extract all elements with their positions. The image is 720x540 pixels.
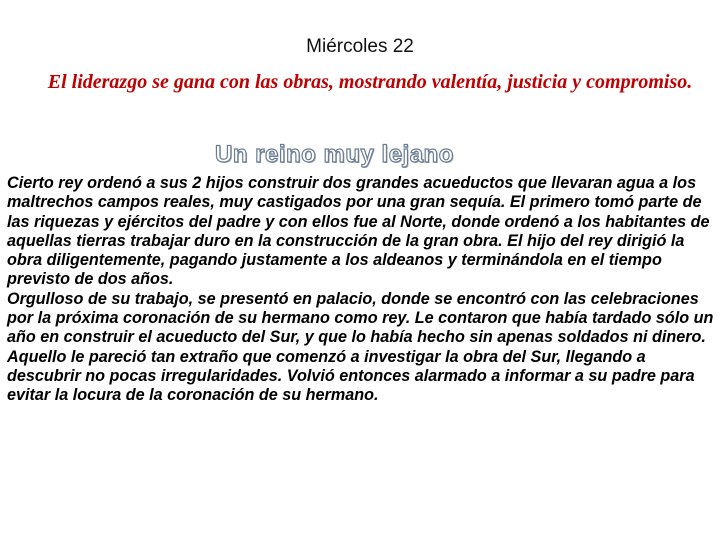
story-body bbox=[7, 174, 715, 406]
motto-quote: El liderazgo se gana con las obras, mostrando valentía, justicia y compromiso. bbox=[47, 71, 693, 93]
story-paragraph: Orgulloso de su trabajo, se presentó en palacio, donde se encontró con las celebraciones por la próxima coronación de su hermano como rey. Le contaron que había tardado sólo un año en construir el acueducto del Sur, y que lo había hecho sin apenas soldados ni dinero. bbox=[7, 289, 714, 347]
date-heading: Miércoles 22 bbox=[306, 36, 414, 57]
story-title: Un reino muy lejano bbox=[215, 141, 454, 168]
story-paragraph: Aquello le pareció tan extraño que comenzó a investigar la obra del Sur, llegando a descubrir no pocas irregularidades. Volvió entonces alarmado a informar a su padre para evitar la locura de la coronación de su hermano. bbox=[7, 347, 695, 405]
story-paragraph: Cierto rey ordenó a sus 2 hijos construir dos grandes acueductos que llevaran agua a los maltrechos campos reales, muy castigados por una gran sequía. El primero tomó parte de las riquezas y ejércitos del padre y con ellos fue al Norte, donde ordenó a los habitantes de aquellas tierras trabajar duro en la construcción de la gran obra. El hijo del rey dirigió la obra diligentemente, pagando justamente a los aldeanos y terminándola en el tiempo previsto de dos años. bbox=[7, 174, 710, 289]
